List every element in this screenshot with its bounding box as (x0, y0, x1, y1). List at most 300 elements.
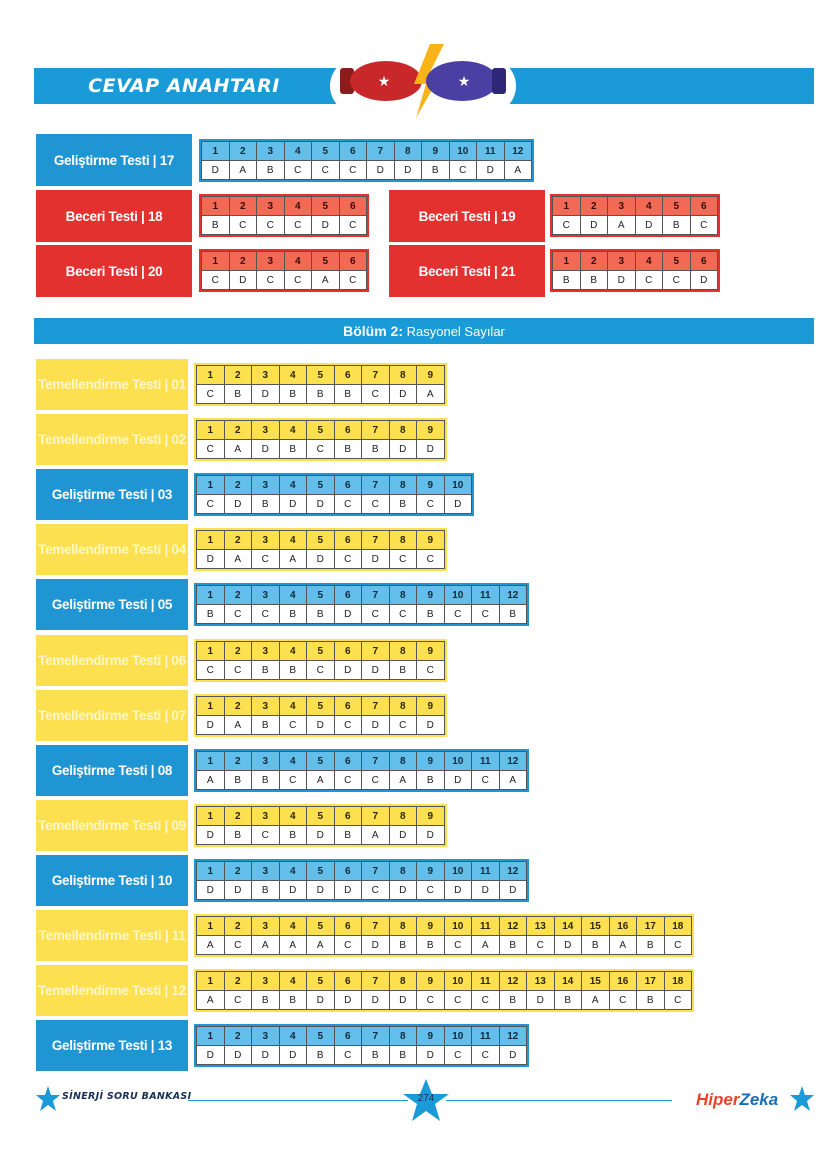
brand-logo (696, 1090, 778, 1110)
answer-cell: A (197, 771, 225, 790)
answer-cell: D (635, 216, 663, 235)
question-number: 10 (444, 1027, 472, 1046)
answer-grid (196, 971, 692, 1010)
answer-cell: C (224, 991, 252, 1010)
question-number: 7 (362, 917, 390, 936)
question-number: 8 (394, 142, 422, 161)
question-number: 6 (334, 807, 362, 826)
answer-cell: C (202, 271, 230, 290)
question-number: 6 (334, 917, 362, 936)
question-number: 13 (527, 972, 555, 991)
answer-cell: B (389, 1046, 417, 1065)
question-number: 11 (472, 752, 500, 771)
answer-cell: C (444, 1046, 472, 1065)
answer-cell: D (307, 826, 335, 845)
question-number: 8 (389, 752, 417, 771)
question-number: 2 (224, 1027, 252, 1046)
question-number: 2 (224, 366, 252, 385)
question-number: 1 (202, 197, 230, 216)
answer-cell: B (389, 936, 417, 955)
answer-cell: B (417, 605, 445, 624)
answer-cell: D (389, 991, 417, 1010)
answer-cell: C (553, 216, 581, 235)
question-number: 4 (284, 252, 312, 271)
question-number: 11 (477, 142, 505, 161)
answer-cell: D (362, 936, 390, 955)
question-number: 4 (279, 642, 307, 661)
question-number: 9 (417, 476, 445, 495)
answer-cell: B (362, 440, 390, 459)
answer-cell: B (252, 991, 280, 1010)
question-number: 5 (312, 197, 340, 216)
question-number: 4 (279, 862, 307, 881)
question-number: 5 (307, 421, 335, 440)
question-number: 5 (307, 752, 335, 771)
question-number: 18 (664, 917, 692, 936)
question-number: 10 (444, 862, 472, 881)
answer-cell: C (252, 550, 280, 569)
question-number: 3 (252, 476, 280, 495)
answer-cell: B (637, 936, 665, 955)
question-number: 13 (527, 917, 555, 936)
question-number: 4 (279, 421, 307, 440)
answer-cell: C (389, 605, 417, 624)
question-number: 17 (637, 917, 665, 936)
answer-grid (196, 806, 445, 845)
question-number: 11 (472, 972, 500, 991)
section-prefix: Bölüm 2: (343, 323, 403, 339)
question-number: 8 (389, 366, 417, 385)
question-number: 1 (197, 531, 225, 550)
question-number: 10 (444, 972, 472, 991)
answer-cell: D (690, 271, 718, 290)
question-number: 5 (307, 586, 335, 605)
answer-cell: C (307, 661, 335, 680)
answer-cell: C (312, 161, 340, 180)
answer-cell: C (417, 991, 445, 1010)
answer-cell: C (339, 271, 367, 290)
answer-cell: C (334, 1046, 362, 1065)
answer-cell: C (252, 826, 280, 845)
footer-divider (188, 1100, 408, 1101)
question-number: 5 (312, 142, 340, 161)
test-label: Beceri Testi | 21 (389, 245, 545, 297)
question-number: 5 (307, 972, 335, 991)
answer-cell: C (389, 550, 417, 569)
answer-cell: B (499, 605, 527, 624)
question-number: 5 (307, 917, 335, 936)
question-number: 5 (663, 197, 691, 216)
answer-cell: B (252, 495, 280, 514)
question-number: 6 (334, 1027, 362, 1046)
answer-cell: B (582, 936, 610, 955)
question-number: 17 (637, 972, 665, 991)
answer-cell: D (202, 161, 230, 180)
answer-grid (196, 420, 445, 459)
answer-cell: C (279, 771, 307, 790)
question-number: 7 (362, 476, 390, 495)
question-number: 2 (224, 917, 252, 936)
answer-cell: B (417, 771, 445, 790)
answer-grid (552, 196, 718, 235)
answer-cell: D (197, 881, 225, 900)
answer-cell: D (307, 991, 335, 1010)
answer-cell: D (554, 936, 582, 955)
question-number: 12 (499, 917, 527, 936)
question-number: 2 (224, 807, 252, 826)
answer-cell: C (284, 216, 312, 235)
answer-cell: C (609, 991, 637, 1010)
answer-cell: D (499, 1046, 527, 1065)
question-number: 10 (444, 917, 472, 936)
question-number: 9 (417, 586, 445, 605)
answer-cell: A (229, 161, 257, 180)
question-number: 8 (389, 586, 417, 605)
answer-cell: B (580, 271, 608, 290)
page-number: 274 (417, 1093, 435, 1104)
answer-cell: C (472, 771, 500, 790)
question-number: 5 (307, 531, 335, 550)
test-label: Geliştirme Testi | 13 (36, 1020, 188, 1071)
answer-cell: D (444, 881, 472, 900)
answer-cell: C (444, 936, 472, 955)
question-number: 1 (197, 807, 225, 826)
answer-cell: D (334, 605, 362, 624)
question-number: 16 (609, 917, 637, 936)
answer-cell: D (279, 881, 307, 900)
answer-cell: A (252, 936, 280, 955)
question-number: 6 (690, 197, 718, 216)
answer-cell: C (257, 271, 285, 290)
answer-cell: D (417, 716, 445, 735)
question-number: 6 (334, 531, 362, 550)
answer-cell: A (279, 550, 307, 569)
question-number: 2 (224, 972, 252, 991)
answer-cell: D (389, 881, 417, 900)
answer-cell: C (362, 881, 390, 900)
answer-cell: B (334, 440, 362, 459)
answer-grid (196, 641, 445, 680)
question-number: 5 (307, 642, 335, 661)
answer-cell: D (224, 495, 252, 514)
question-number: 4 (279, 476, 307, 495)
answer-cell: D (367, 161, 395, 180)
answer-grid (196, 1026, 527, 1065)
answer-cell: B (389, 495, 417, 514)
answer-cell: D (389, 385, 417, 404)
answer-cell: A (312, 271, 340, 290)
question-number: 9 (417, 807, 445, 826)
answer-cell: C (690, 216, 718, 235)
test-label: Beceri Testi | 18 (36, 190, 192, 242)
question-number: 4 (284, 142, 312, 161)
question-number: 4 (279, 531, 307, 550)
answer-cell: C (389, 716, 417, 735)
question-number: 9 (417, 752, 445, 771)
answer-cell: C (417, 661, 445, 680)
answer-cell: D (307, 881, 335, 900)
test-label: Temellendirme Testi | 01 (36, 359, 188, 410)
question-number: 5 (307, 862, 335, 881)
star-icon (790, 1084, 814, 1114)
answer-cell: D (312, 216, 340, 235)
question-number: 8 (389, 972, 417, 991)
question-number: 6 (334, 697, 362, 716)
question-number: 8 (389, 807, 417, 826)
answer-cell: C (472, 991, 500, 1010)
question-number: 2 (224, 862, 252, 881)
test-label: Temellendirme Testi | 09 (36, 800, 188, 851)
answer-cell: D (444, 495, 472, 514)
answer-cell: B (334, 385, 362, 404)
question-number: 3 (252, 531, 280, 550)
answer-cell: B (252, 661, 280, 680)
answer-cell: C (197, 661, 225, 680)
answer-cell: D (224, 881, 252, 900)
answer-cell: A (609, 936, 637, 955)
answer-cell: C (527, 936, 555, 955)
answer-cell: D (224, 1046, 252, 1065)
answer-cell: B (334, 826, 362, 845)
answer-cell: D (197, 716, 225, 735)
answer-grid (201, 251, 367, 290)
answer-cell: C (362, 605, 390, 624)
blue-glove-cuff-icon (492, 68, 506, 94)
answer-grid (196, 475, 472, 514)
question-number: 4 (279, 586, 307, 605)
answer-cell: D (608, 271, 636, 290)
answer-cell: D (307, 716, 335, 735)
question-number: 9 (417, 642, 445, 661)
question-number: 5 (307, 366, 335, 385)
answer-cell: D (472, 881, 500, 900)
answer-cell: C (197, 495, 225, 514)
question-number: 10 (449, 142, 477, 161)
question-number: 9 (417, 1027, 445, 1046)
answer-cell: C (362, 385, 390, 404)
question-number: 1 (197, 697, 225, 716)
question-number: 8 (389, 531, 417, 550)
question-number: 6 (334, 862, 362, 881)
question-number: 2 (580, 252, 608, 271)
answer-cell: C (417, 550, 445, 569)
answer-cell: B (553, 271, 581, 290)
answer-cell: C (224, 661, 252, 680)
question-number: 1 (197, 917, 225, 936)
answer-cell: B (252, 881, 280, 900)
answer-cell: A (307, 936, 335, 955)
question-number: 9 (422, 142, 450, 161)
answer-grid (196, 530, 445, 569)
question-number: 11 (472, 586, 500, 605)
answer-cell: D (362, 716, 390, 735)
question-number: 3 (252, 752, 280, 771)
question-number: 2 (229, 142, 257, 161)
answer-cell: D (334, 881, 362, 900)
question-number: 7 (362, 586, 390, 605)
answer-cell: A (472, 936, 500, 955)
answer-cell: D (307, 495, 335, 514)
question-number: 3 (252, 366, 280, 385)
question-number: 3 (252, 917, 280, 936)
answer-cell: C (197, 385, 225, 404)
question-number: 16 (609, 972, 637, 991)
test-label: Geliştirme Testi | 05 (36, 579, 188, 630)
question-number: 9 (417, 531, 445, 550)
answer-grid (196, 861, 527, 900)
question-number: 3 (252, 586, 280, 605)
answer-cell: B (197, 605, 225, 624)
question-number: 12 (504, 142, 532, 161)
answer-cell: B (499, 991, 527, 1010)
answer-cell: B (279, 991, 307, 1010)
answer-cell: B (252, 771, 280, 790)
question-number: 6 (690, 252, 718, 271)
question-number: 10 (444, 752, 472, 771)
answer-grid (196, 751, 527, 790)
answer-cell: D (362, 550, 390, 569)
question-number: 2 (580, 197, 608, 216)
answer-cell: D (197, 826, 225, 845)
answer-grid (196, 585, 527, 624)
question-number: 3 (252, 972, 280, 991)
question-number: 6 (334, 642, 362, 661)
answer-cell: C (339, 161, 367, 180)
question-number: 7 (362, 752, 390, 771)
footer-divider (446, 1100, 672, 1101)
question-number: 12 (499, 862, 527, 881)
section-name: Rasyonel Sayılar (406, 324, 505, 339)
answer-cell: D (252, 1046, 280, 1065)
question-number: 2 (229, 197, 257, 216)
answer-grid (201, 141, 532, 180)
question-number: 6 (334, 752, 362, 771)
question-number: 6 (334, 421, 362, 440)
page-title: CEVAP ANAHTARI (88, 75, 280, 97)
question-number: 9 (417, 917, 445, 936)
answer-cell: D (279, 1046, 307, 1065)
answer-cell: B (307, 1046, 335, 1065)
question-number: 9 (417, 366, 445, 385)
test-label: Temellendirme Testi | 06 (36, 635, 188, 686)
question-number: 2 (224, 421, 252, 440)
question-number: 11 (472, 862, 500, 881)
question-number: 4 (284, 197, 312, 216)
answer-cell: C (664, 936, 692, 955)
question-number: 8 (389, 862, 417, 881)
answer-cell: C (635, 271, 663, 290)
answer-cell: D (252, 385, 280, 404)
question-number: 1 (197, 862, 225, 881)
question-number: 7 (362, 862, 390, 881)
question-number: 12 (499, 752, 527, 771)
answer-cell: C (229, 216, 257, 235)
question-number: 3 (252, 862, 280, 881)
question-number: 10 (444, 586, 472, 605)
answer-cell: D (197, 1046, 225, 1065)
answer-cell: C (417, 495, 445, 514)
question-number: 4 (635, 252, 663, 271)
question-number: 10 (444, 476, 472, 495)
question-number: 3 (252, 1027, 280, 1046)
answer-cell: C (224, 605, 252, 624)
answer-cell: C (224, 936, 252, 955)
question-number: 1 (197, 752, 225, 771)
answer-cell: D (334, 661, 362, 680)
answer-cell: C (334, 716, 362, 735)
question-number: 9 (417, 697, 445, 716)
answer-cell: D (197, 550, 225, 569)
question-number: 9 (417, 862, 445, 881)
answer-cell: B (279, 385, 307, 404)
answer-cell: A (224, 440, 252, 459)
answer-cell: D (362, 661, 390, 680)
test-label: Beceri Testi | 20 (36, 245, 192, 297)
answer-grid (196, 696, 445, 735)
answer-cell: C (472, 1046, 500, 1065)
question-number: 1 (197, 586, 225, 605)
book-title: SİNERJİ SORU BANKASI (62, 1091, 192, 1102)
question-number: 7 (362, 531, 390, 550)
question-number: 6 (339, 197, 367, 216)
answer-cell: B (279, 826, 307, 845)
question-number: 4 (635, 197, 663, 216)
answer-cell: D (499, 881, 527, 900)
answer-cell: D (394, 161, 422, 180)
answer-cell: D (252, 440, 280, 459)
question-number: 3 (257, 142, 285, 161)
answer-cell: D (417, 1046, 445, 1065)
question-number: 3 (252, 807, 280, 826)
question-number: 5 (312, 252, 340, 271)
question-number: 14 (554, 972, 582, 991)
answer-cell: C (284, 271, 312, 290)
answer-cell: C (663, 271, 691, 290)
question-number: 6 (339, 252, 367, 271)
question-number: 9 (417, 421, 445, 440)
answer-grid (552, 251, 718, 290)
question-number: 2 (224, 476, 252, 495)
answer-cell: C (334, 550, 362, 569)
answer-cell: A (279, 936, 307, 955)
answer-cell: A (582, 991, 610, 1010)
answer-cell: B (499, 936, 527, 955)
answer-cell: B (637, 991, 665, 1010)
answer-cell: C (444, 605, 472, 624)
question-number: 4 (279, 366, 307, 385)
answer-cell: B (389, 661, 417, 680)
answer-cell: C (444, 991, 472, 1010)
question-number: 5 (663, 252, 691, 271)
answer-grid (201, 196, 367, 235)
section-header (34, 318, 814, 344)
question-number: 11 (472, 1027, 500, 1046)
question-number: 8 (389, 917, 417, 936)
answer-cell: D (417, 826, 445, 845)
answer-cell: D (279, 495, 307, 514)
answer-cell: C (284, 161, 312, 180)
answer-cell: D (477, 161, 505, 180)
test-label: Temellendirme Testi | 11 (36, 910, 188, 961)
question-number: 6 (334, 972, 362, 991)
answer-cell: B (202, 216, 230, 235)
answer-cell: C (279, 716, 307, 735)
answer-cell: A (224, 716, 252, 735)
answer-cell: A (389, 771, 417, 790)
question-number: 12 (499, 586, 527, 605)
answer-cell: B (307, 605, 335, 624)
test-label: Geliştirme Testi | 03 (36, 469, 188, 520)
